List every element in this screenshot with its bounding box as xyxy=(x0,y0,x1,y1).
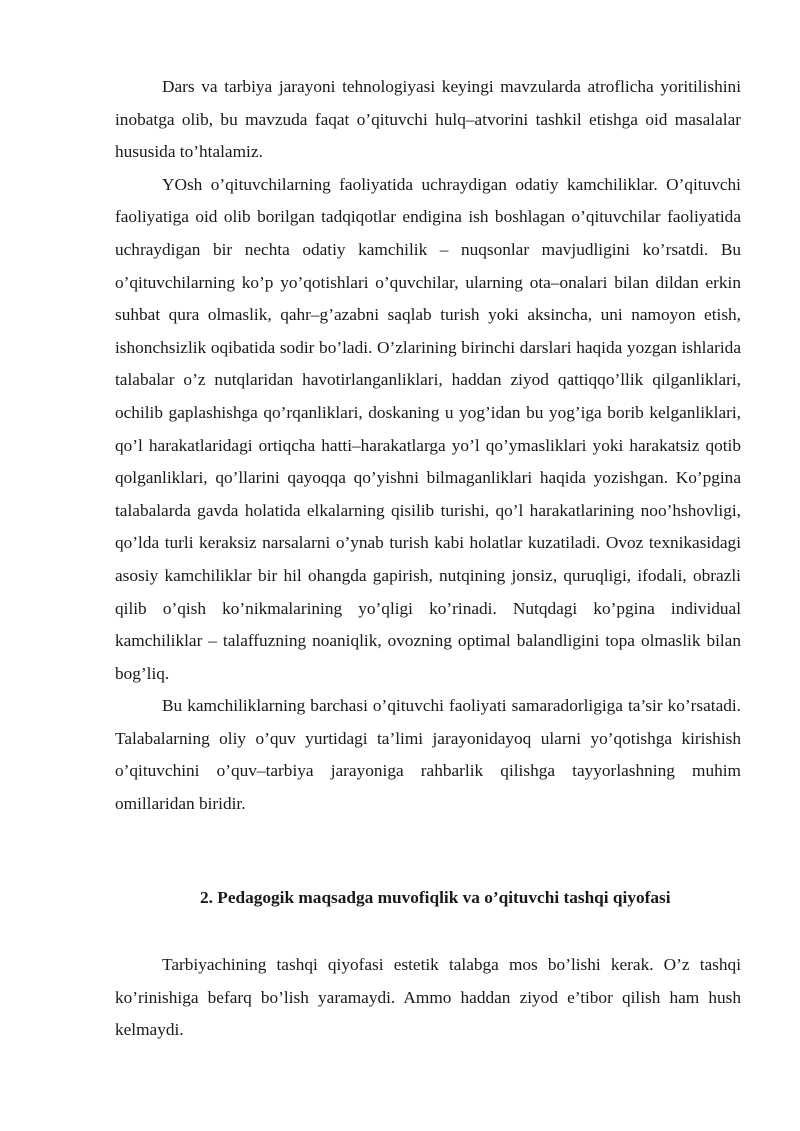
paragraph-intro: Dars va tarbiya jarayoni tehnologiyasi keyingi mavzularda atroflicha yoritilishini inobatga olib, bu mavzuda faqat o’qituvchi hulq–atvorini tashkil etishga oid masalalar hususida to’htalamiz. xyxy=(115,77,741,162)
paragraph-common-shortcomings: YOsh o’qituvchilarning faoliyatida uchraydigan odatiy kamchiliklar. O’qituvchi faoliyatiga oid olib borilgan tadqiqotlar endigina ish boshlagan o’qituvchilar faoliyatida uchraydigan bir nechta odatiy kamchilik – nuqsonlar mavjudligini ko’rsatdi. Bu o’qituvchilarning ko’p yo’qotishlari o’quvchilar, ularning ota–onalari bilan dildan erkin suhbat qura olmaslik, qahr–g’azabni saqlab turish yoki aksincha, uni namoyon etish, ishonchsizlik oqibatida sodir bo’ladi. O’zlarining birinchi darslari haqida yozgan ishlarida talabalar o’z nutqlaridan havotirlanganliklari, haddan ziyod qattiqqo’llik qilganliklari, ochilib gaplashishga qo’rqanliklari, doskaning u yog’idan bu yog’iga borib kelganliklari, qo’l harakatlaridagi ortiqcha hatti–harakatlarga yo’l qo’ymasliklari yoki harakatsiz qotib qolganliklari, qo’llarini qayoqqa qo’yishni bilmaganliklari haqida yozishgan. Ko’pgina talabalarda gavda holatida elkalarning qisilib turishi, qo’l harakatlarining noo’hshovligi, qo’lda turli keraksiz narsalarni o’ynab turish kabi holatlar kuzatiladi. Ovoz texnikasidagi asosiy kamchiliklar bir hil ohangda gapirish, nutqining jonsiz, quruqligi, ifodali, obrazli qilib o’qish ko’nikmalarining yo’qligi ko’rinadi. Nutqdagi ko’pgina individual kamchiliklar – talaffuzning noaniqlik, ovozning optimal balandligini topa olmaslik bilan bog’liq. xyxy=(115,174,741,683)
paragraph-external-appearance: Tarbiyachining tashqi qiyofasi estetik talabga mos bo’lishi kerak. O’z tashqi ko’rinishiga befarq bo’lish yaramaydi. Ammo haddan ziyod e’tibor qilish ham hush kelmaydi. xyxy=(115,955,741,1040)
paragraph-shortcomings-impact: Bu kamchiliklarning barchasi o’qituvchi faoliyati samaradorligiga ta’sir ko’rsatadi. Talabalarning oliy o’quv yurtidagi ta’limi jarayonidayoq ularni yo’qotishga kirishish o’qituvchini o’quv–tarbiya jarayoniga rahbarlik qilishga tayyorlashning muhim omillaridan biridir. xyxy=(115,696,741,814)
section-heading: 2. Pedagogik maqsadga muvofiqlik va o’qituvchi tashqi qiyofasi xyxy=(200,888,671,907)
section-text-block xyxy=(115,949,741,1047)
intro-text-block xyxy=(115,71,741,821)
